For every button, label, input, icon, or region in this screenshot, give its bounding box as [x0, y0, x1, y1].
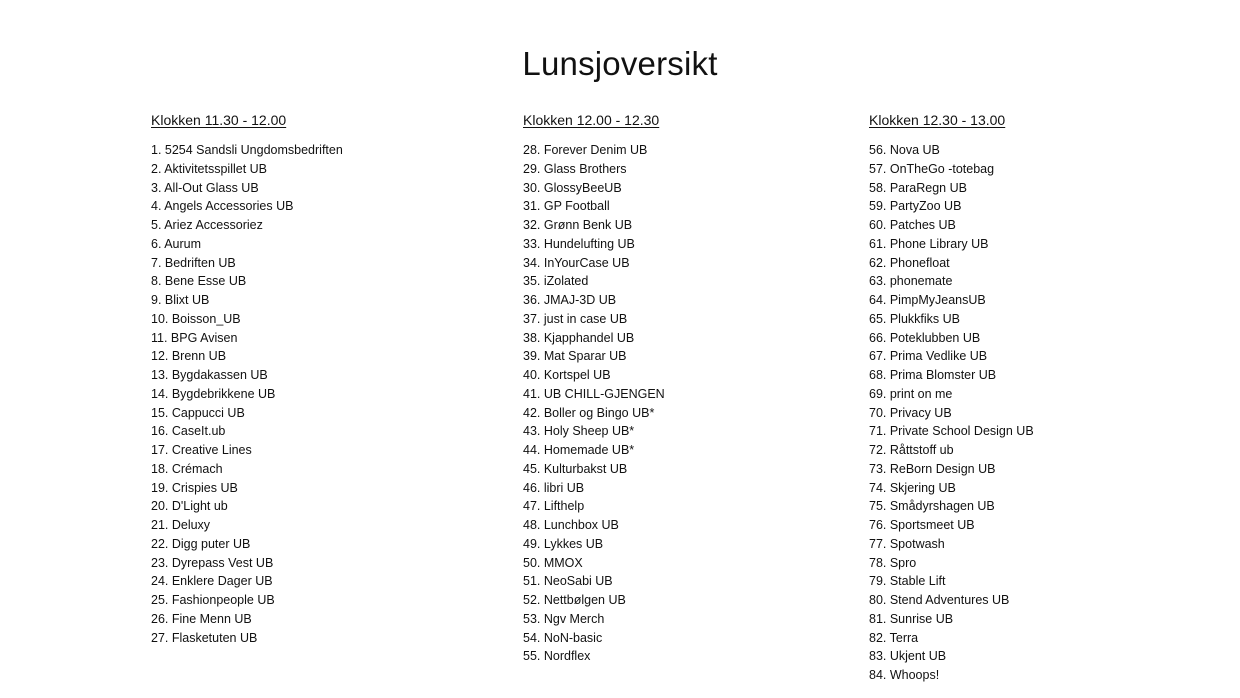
company-list-item: 60. Patches UB	[869, 218, 956, 232]
company-list-item: 52. Nettbølgen UB	[523, 593, 626, 607]
company-list-item: 17. Creative Lines	[151, 443, 252, 457]
company-list-item: 67. Prima Vedlike UB	[869, 349, 988, 364]
company-list-item: 6. Aurum	[151, 236, 202, 251]
company-list-item: 21. Deluxy	[151, 518, 211, 532]
company-list-item: 32. Grønn Benk UB	[523, 218, 633, 232]
company-list-item: 45. Kulturbakst UB	[523, 461, 628, 476]
company-list-item: 19. Crispies UB	[151, 480, 238, 495]
company-list-item: 26. Fine Menn UB	[151, 611, 252, 626]
company-list-item: 54. NoN-basic	[523, 630, 603, 645]
company-list-item: 4. Angels Accessories UB	[151, 199, 294, 214]
company-list-item: 37. just in case UB	[523, 311, 628, 326]
column-heading: Klokken 12.00 - 12.30	[523, 112, 660, 128]
company-list-item: 56. Nova UB	[869, 143, 940, 157]
company-list-item: 79. Stable Lift	[869, 574, 946, 589]
company-list-item: 63. phonemate	[869, 274, 953, 289]
company-list-item: 30. GlossyBeeUB	[523, 180, 622, 195]
company-list-item: 58. ParaRegn UB	[869, 180, 967, 195]
company-list-item: 80. Stend Adventures UB	[869, 593, 1010, 607]
company-list-item: 18. Crémach	[151, 461, 223, 476]
company-list-item: 68. Prima Blomster UB	[869, 368, 997, 382]
company-list-item: 74. Skjering UB	[869, 480, 956, 495]
company-list-item: 59. PartyZoo UB	[869, 199, 962, 214]
company-list-item: 84. Whoops!	[869, 668, 940, 682]
company-list-item: 25. Fashionpeople UB	[151, 593, 275, 607]
company-list-item: 41. UB CHILL-GJENGEN	[523, 386, 665, 401]
company-list-item: 10. Boisson_UB	[151, 311, 241, 326]
company-list-item: 20. D'Light ub	[151, 499, 228, 514]
company-list-item: 83. Ukjent UB	[869, 649, 947, 664]
company-list-item: 7. Bedriften UB	[151, 255, 236, 270]
lunch-column-1130-1200	[151, 111, 343, 647]
company-list-item: 57. OnTheGo -totebag	[869, 161, 995, 176]
company-list-item: 27. Flasketuten UB	[151, 630, 258, 645]
company-list-item: 42. Boller og Bingo UB*	[523, 405, 655, 420]
company-list	[523, 141, 665, 666]
company-list-item: 62. Phonefloat	[869, 255, 950, 270]
company-list-item: 15. Cappucci UB	[151, 405, 245, 420]
company-list-item: 24. Enklere Dager UB	[151, 574, 273, 589]
company-list-item: 22. Digg puter UB	[151, 536, 251, 551]
company-list-item: 48. Lunchbox UB	[523, 518, 619, 532]
lunch-column-1200-1230	[523, 111, 665, 666]
company-list-item: 44. Homemade UB*	[523, 443, 635, 457]
company-list-item: 11. BPG Avisen	[151, 330, 238, 345]
company-list-item: 29. Glass Brothers	[523, 161, 627, 176]
company-list-item: 14. Bygdebrikkene UB	[151, 386, 276, 401]
company-list-item: 33. Hundelufting UB	[523, 236, 635, 251]
column-heading: Klokken 11.30 - 12.00	[151, 112, 287, 128]
company-list-item: 77. Spotwash	[869, 536, 945, 551]
company-list-item: 61. Phone Library UB	[869, 236, 989, 251]
company-list-item: 34. InYourCase UB	[523, 255, 630, 270]
company-list-item: 75. Smådyrshagen UB	[869, 499, 995, 514]
company-list-item: 70. Privacy UB	[869, 405, 952, 420]
company-list-item: 16. CaseIt.ub	[151, 424, 226, 439]
company-list	[151, 141, 343, 647]
company-list-item: 13. Bygdakassen UB	[151, 368, 268, 382]
company-list-item: 28. Forever Denim UB	[523, 143, 648, 157]
company-list-item: 73. ReBorn Design UB	[869, 461, 996, 476]
company-list-item: 66. Poteklubben UB	[869, 330, 981, 345]
company-list	[869, 141, 1034, 685]
company-list-item: 35. iZolated	[523, 274, 589, 289]
company-list-item: 40. Kortspel UB	[523, 368, 611, 382]
company-list-item: 82. Terra	[869, 630, 919, 645]
company-list-item: 49. Lykkes UB	[523, 536, 604, 551]
company-list-item: 81. Sunrise UB	[869, 611, 954, 626]
company-list-item: 55. Nordflex	[523, 649, 591, 664]
company-list-item: 71. Private School Design UB	[869, 424, 1034, 439]
page-title: Lunsjoversikt	[522, 45, 718, 82]
company-list-item: 76. Sportsmeet UB	[869, 518, 975, 532]
company-list-item: 23. Dyrepass Vest UB	[151, 555, 274, 570]
company-list-item: 64. PimpMyJeansUB	[869, 293, 986, 307]
company-list-item: 39. Mat Sparar UB	[523, 349, 627, 364]
company-list-item: 53. Ngv Merch	[523, 611, 605, 626]
company-list-item: 65. Plukkfiks UB	[869, 311, 961, 326]
company-list-item: 50. MMOX	[523, 555, 583, 570]
company-list-item: 12. Brenn UB	[151, 349, 227, 364]
column-heading: Klokken 12.30 - 13.00	[869, 112, 1006, 128]
company-list-item: 51. NeoSabi UB	[523, 574, 613, 589]
company-list-item: 78. Spro	[869, 555, 917, 570]
company-list-item: 31. GP Football	[523, 199, 610, 214]
company-list-item: 46. libri UB	[523, 480, 585, 495]
company-list-item: 72. Råttstoff ub	[869, 443, 954, 457]
company-list-item: 36. JMAJ-3D UB	[523, 293, 617, 307]
company-list-item: 5. Ariez Accessoriez	[151, 218, 263, 232]
company-list-item: 2. Aktivitetsspillet UB	[151, 161, 268, 176]
company-list-item: 47. Lifthelp	[523, 499, 585, 514]
company-list-item: 3. All-Out Glass UB	[151, 180, 259, 195]
lunch-column-1230-1300	[869, 111, 1034, 685]
company-list-item: 43. Holy Sheep UB*	[523, 424, 635, 439]
company-list-item: 9. Blixt UB	[151, 293, 210, 307]
company-list-item: 38. Kjapphandel UB	[523, 330, 635, 345]
company-list-item: 1. 5254 Sandsli Ungdomsbedriften	[151, 143, 343, 157]
company-list-item: 8. Bene Esse UB	[151, 274, 247, 289]
company-list-item: 69. print on me	[869, 386, 953, 401]
